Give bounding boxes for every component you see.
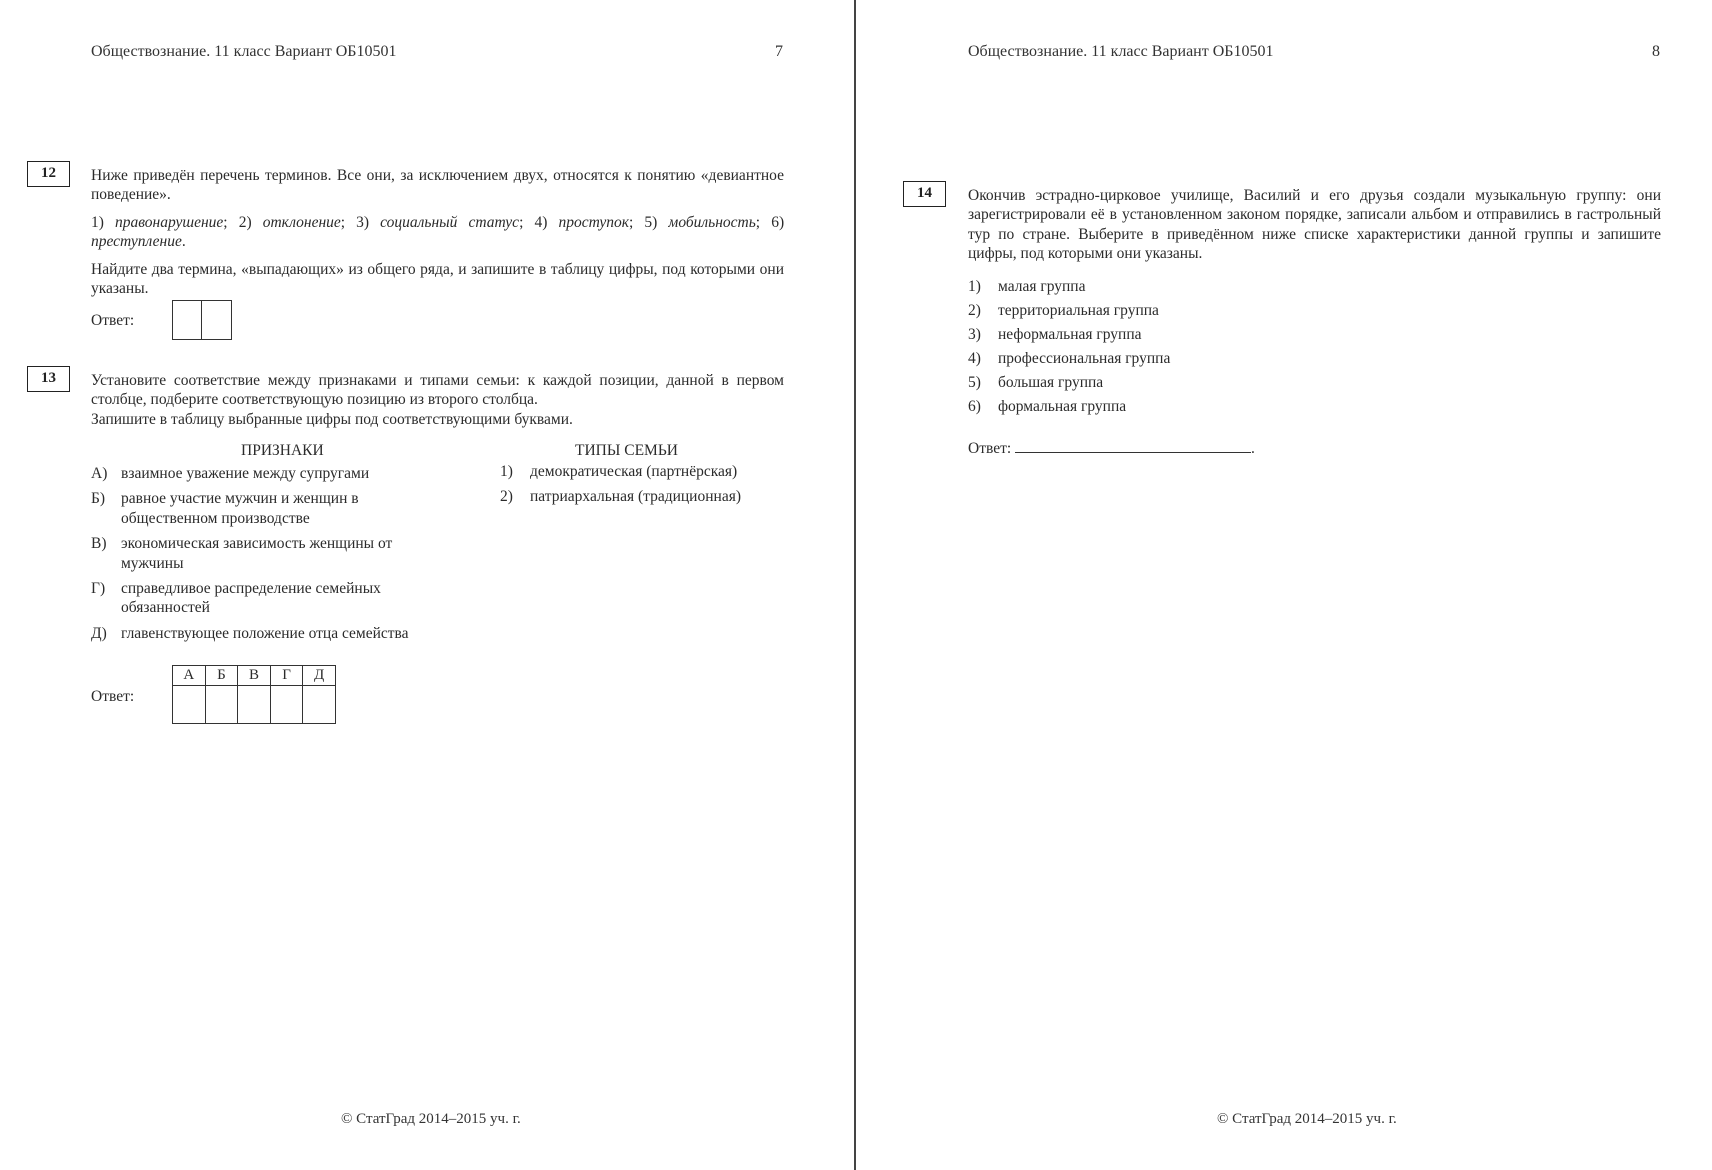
- table-header-cell: А: [173, 666, 206, 686]
- term-item: 6) преступление.: [91, 213, 785, 251]
- answer-label: Ответ:: [968, 440, 1012, 457]
- answer-table-13: [172, 665, 336, 724]
- answer-box-12[interactable]: [172, 300, 232, 340]
- list-item: 3) неформальная группа: [968, 326, 1142, 344]
- page-footer: © СтатГрад 2014–2015 уч. г.: [341, 1111, 521, 1127]
- term-item: 3) социальный статус;: [356, 213, 524, 231]
- question-number: 14: [903, 181, 946, 207]
- list-item: 5) большая группа: [968, 374, 1104, 392]
- question-13-intro: Установите соответствие между признаками и типами семьи: к каждой позиции, данной в первом столбце, подберите соответствующую позицию из второго столбца.: [91, 372, 784, 409]
- right-page: [857, 0, 1712, 1170]
- page-divider: [854, 0, 856, 1170]
- page-number: 8: [1652, 43, 1660, 60]
- column-header-features: ПРИЗНАКИ: [241, 442, 324, 459]
- term-item: 4) проступок;: [534, 213, 634, 231]
- page-number: 7: [775, 43, 783, 60]
- list-item: 4) профессиональная группа: [968, 350, 1171, 368]
- table-header-cell: Д: [303, 666, 336, 686]
- answer-cell[interactable]: [173, 686, 206, 724]
- question-13-body: [91, 371, 784, 434]
- term-item: 1) правонарушение;: [91, 213, 228, 231]
- answer-suffix: .: [1251, 440, 1255, 457]
- table-header-cell: В: [238, 666, 271, 686]
- list-item: Г) справедливое распределение семейных обязанностей: [91, 579, 381, 617]
- table-header-cell: Г: [270, 666, 303, 686]
- term-item: 5) мобильность;: [644, 213, 761, 231]
- answer-label: Ответ:: [91, 688, 135, 705]
- features-list: [91, 464, 421, 649]
- answer-cell[interactable]: [205, 686, 238, 724]
- question-12-task: Найдите два термина, «выпадающих» из общего ряда, и запишите в таблицу цифры, под которыми они указаны.: [91, 260, 784, 297]
- options-list: [968, 275, 1368, 419]
- term-item: 2) отклонение;: [238, 213, 346, 231]
- list-item: 1) малая группа: [968, 278, 1086, 296]
- question-12-terms: [91, 213, 784, 252]
- list-item: 1) демократическая (партнёрская): [500, 463, 738, 480]
- page-header: Обществознание. 11 класс Вариант ОБ10501: [968, 43, 1274, 60]
- list-item: Б) равное участие мужчин и женщин в общественном производстве: [91, 490, 359, 527]
- list-item: Д) главенствующее положение отца семейства: [91, 624, 409, 642]
- list-item: В) экономическая зависимость женщины от мужчины: [91, 535, 393, 572]
- question-14-text: Окончив эстрадно-цирковое училище, Василий и его друзья создали музыкальную группу: они зарегистрировали её в установленном законом порядке, записали альбом и отправились в гастрольный тур по стране. Выберите в приведённом ниже списке характеристики данной группы и запишите цифры, под которыми они указаны.: [968, 187, 1661, 263]
- page-header: Обществознание. 11 класс Вариант ОБ10501: [91, 43, 397, 60]
- list-item: А) взаимное уважение между супругами: [91, 465, 370, 482]
- answer-cell[interactable]: [303, 686, 336, 724]
- page-footer: © СтатГрад 2014–2015 уч. г.: [1217, 1111, 1397, 1127]
- answer-cell[interactable]: [270, 686, 303, 724]
- types-list: [500, 462, 800, 513]
- list-item: 2) патриархальная (традиционная): [500, 488, 741, 506]
- table-header-cell: Б: [205, 666, 238, 686]
- answer-input-line[interactable]: [1015, 437, 1251, 453]
- question-12-intro: Ниже приведён перечень терминов. Все они, за исключением двух, относятся к понятию «девиантное поведение».: [91, 167, 784, 204]
- column-header-types: ТИПЫ СЕМЬИ: [575, 442, 678, 459]
- answer-label: Ответ:: [91, 312, 135, 329]
- answer-line-14: [968, 437, 1255, 458]
- answer-cell[interactable]: [173, 301, 202, 339]
- question-13-task: Запишите в таблицу выбранные цифры под соответствующими буквами.: [91, 410, 573, 428]
- question-number: 12: [27, 161, 70, 187]
- answer-cell[interactable]: [202, 301, 231, 339]
- list-item: 2) территориальная группа: [968, 302, 1159, 320]
- left-page: [0, 0, 855, 1170]
- list-item: 6) формальная группа: [968, 398, 1127, 416]
- question-number: 13: [27, 366, 70, 392]
- answer-cell[interactable]: [238, 686, 271, 724]
- question-12-body: [91, 166, 784, 303]
